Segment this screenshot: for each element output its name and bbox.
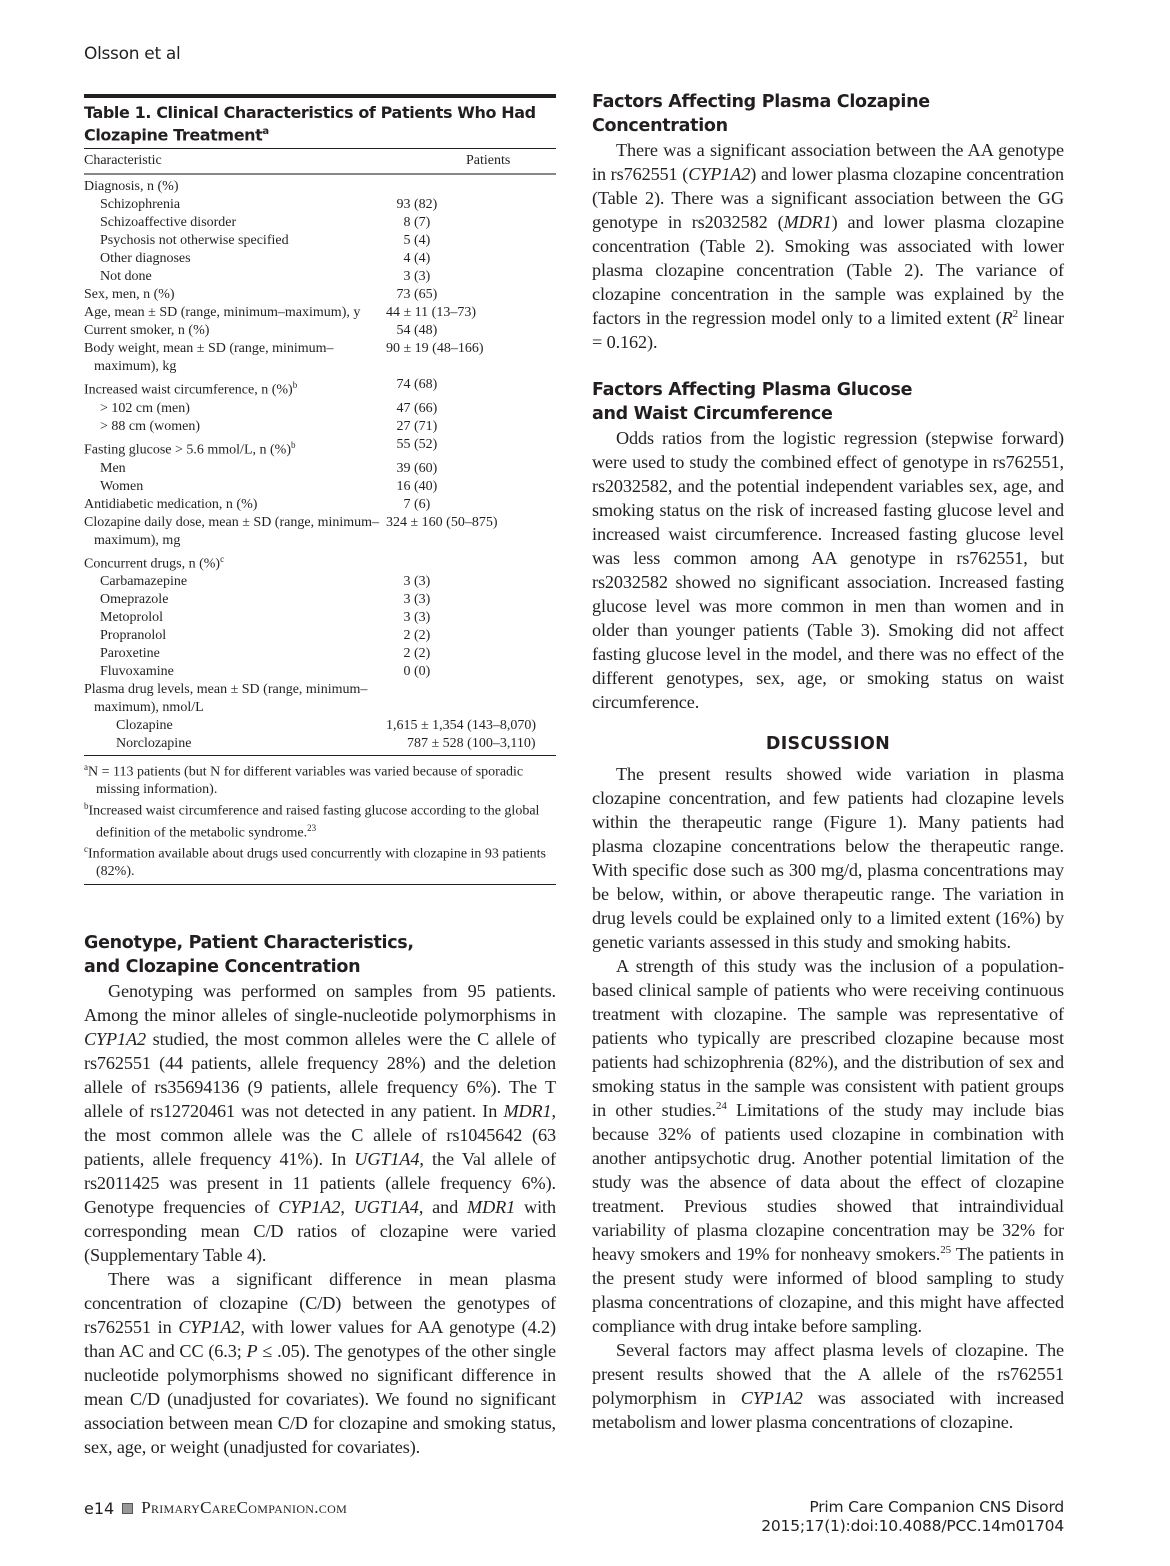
cell-patients: 54 (48) xyxy=(386,323,438,339)
footnote: $^b$Increased waist circumference and raised fasting glucose according to the global definition of the metabolic syndrome.$^{23}$ xyxy=(84,800,540,841)
cell-characteristic: Carbamazepine xyxy=(100,574,188,590)
cell-characteristic: Plasma drug levels, mean ± SD (range, minimum–maximum), nmol/L xyxy=(84,682,368,716)
section-heading-clozapine-factors: Factors Affecting Plasma Clozapine Concentration xyxy=(592,92,930,136)
cell-patients: 2 (2) xyxy=(386,628,431,644)
table-row xyxy=(84,627,556,645)
table-row xyxy=(84,550,556,574)
cell-characteristic: Clozapine daily dose, mean ± SD (range, minimum–maximum), mg xyxy=(84,514,380,548)
footnote-mark: c xyxy=(220,553,225,564)
table-row xyxy=(84,250,556,268)
cell-characteristic: > 102 cm (men) xyxy=(100,400,190,416)
left-column xyxy=(84,94,556,1459)
table-row xyxy=(84,436,556,460)
cell-patients: 47 (66) xyxy=(386,400,438,416)
cell-patients: 27 (71) xyxy=(386,418,438,434)
cell-patients: 73 (65) xyxy=(386,287,438,303)
paragraph: Odds ratios from the logistic regression (stepwise forward) were used to study the combined effect of genotype in rs762551, rs2032582, and the potential independent variables sex, age, and smoking status on the risk of increased fasting glucose level and increased waist circumference. Increased fasting glucose level was less common among AA genotype in rs762551, but rs2032582 showed no significant association. Increased fasting glucose level was more common in men than women and in older than younger patients (Table 3). Smoking did not affect fasting glucose level in the model, and there was no effect of the different genotypes, sex, age, or smoking status on waist circumference. xyxy=(592,428,1064,712)
table-row xyxy=(84,232,556,250)
footnote: $^c$Information available about drugs used concurrently with clozapine in 93 patients (82%). xyxy=(84,844,546,879)
cell-characteristic: Norclozapine xyxy=(116,736,192,752)
table-row xyxy=(84,591,556,609)
cell-patients: 8 (7) xyxy=(386,215,431,231)
cell-patients: 16 (40) xyxy=(386,478,438,494)
section-heading-glucose-factors xyxy=(592,378,1064,426)
cell-characteristic: Fluvoxamine xyxy=(100,664,174,680)
cell-patients: 93 (82) xyxy=(386,197,438,213)
paragraph: The present results showed wide variation in plasma clozapine concentration, and few patients had clozapine levels within the therapeutic range (Figure 1). Many patients had plasma clozapine concentrations below the therapeutic range. With specific dose such as 300 mg/d, plasma concentrations may be below, within, or above therapeutic range. The variation in drug levels could be explained only to a limited extent (16%) by genetic variants assessed in this study and smoking habits. xyxy=(592,764,1064,952)
cell-characteristic: Men xyxy=(100,460,126,476)
table-row xyxy=(84,496,556,514)
citation-doi: 2015;17(1):doi:10.4088/PCC.14m01704 xyxy=(761,1517,1064,1535)
heading-line: Genotype, Patient Characteristics, xyxy=(84,932,414,953)
table-row xyxy=(84,322,556,340)
cell-characteristic: Clozapine xyxy=(116,718,173,734)
cell-patients: 39 (60) xyxy=(386,460,438,476)
table-row xyxy=(84,573,556,591)
table-row xyxy=(84,304,556,322)
table-header xyxy=(84,148,556,175)
table-row xyxy=(84,340,556,376)
cell-patients: 0 (0) xyxy=(386,664,431,680)
footnote-mark: b xyxy=(291,439,296,450)
footer-right xyxy=(761,1498,1064,1536)
table-row xyxy=(84,735,556,753)
cell-characteristic: > 88 cm (women) xyxy=(100,418,201,434)
cell-patients: 5 (4) xyxy=(386,233,431,249)
cell-patients xyxy=(386,178,556,196)
table-row xyxy=(84,460,556,478)
section-heading-genotype xyxy=(84,931,556,979)
cell-patients: 7 (6) xyxy=(386,496,431,512)
footnote: $^a$N = 113 patients (but N for different variables was varied because of sporadic missing information). xyxy=(84,762,524,797)
cell-characteristic: Omeprazole xyxy=(100,592,169,608)
reference-25: 25 xyxy=(940,1243,952,1256)
cell-characteristic: Metoprolol xyxy=(100,610,163,626)
cell-characteristic: Age, mean ± SD (range, minimum–maximum), y xyxy=(84,305,361,321)
cell-characteristic: Antidiabetic medication, n (%) xyxy=(84,496,258,512)
cell-patients: 3 (3) xyxy=(386,592,431,608)
cell-patients: 4 (4) xyxy=(386,251,431,267)
heading-line: and Waist Circumference xyxy=(592,404,833,424)
cell-characteristic: Paroxetine xyxy=(100,646,160,662)
table-row xyxy=(84,268,556,286)
cell-characteristic: Propranolol xyxy=(100,628,167,644)
cell-characteristic: Body weight, mean ± SD (range, minimum–maximum), kg xyxy=(84,341,334,375)
cell-patients: 1,615 ± 1,354 (143–8,070) xyxy=(386,718,537,734)
table-row xyxy=(84,681,556,717)
cell-characteristic: Psychosis not otherwise specified xyxy=(100,233,289,249)
section-body-genotype xyxy=(84,979,556,1459)
text-run: The patients in the present study were informed of blood sampling to study plasma concentrations of clozapine, and this might have affected compliance with drug intake before sampling. xyxy=(592,1244,1064,1336)
table-row xyxy=(84,196,556,214)
column-header-patients: Patients xyxy=(466,153,511,169)
heading-line: and Clozapine Concentration xyxy=(84,956,361,977)
cell-characteristic: Other diagnoses xyxy=(100,251,191,267)
page-number: e14 xyxy=(84,1498,115,1518)
cell-characteristic: Fasting glucose > 5.6 mmol/L, n (%)$^b$ xyxy=(84,439,296,458)
cell-characteristic: Current smoker, n (%) xyxy=(84,323,210,339)
section-body-clozapine-factors xyxy=(592,138,1064,354)
text-run: A strength of this study was the inclusion of a population-based clinical sample of patients who were receiving continuous treatment with clozapine. The sample was representative of patients who typically are prescribed clozapine because most patients had schizophrenia (82%), and the distribution of sex and smoking status in the sample was consistent with patient groups in other studies. xyxy=(592,956,1064,1120)
reference-24: 24 xyxy=(715,1099,727,1112)
cell-patients: 55 (52) xyxy=(386,436,438,452)
paragraph: Genotyping was performed on samples from 95 patients. Among the minor alleles of single-nucleotide polymorphisms in CYP1A2 studied, the most common alleles were the C allele of rs762551 (44 patients, allele frequency 28%) and the deletion allele of rs35694136 (9 patients, allele frequency 6%). The T allele of rs12720461 was not detected in any patient. In MDR1, the most common allele was the C allele of rs1045642 (63 patients, allele frequency 41%). In UGT1A4, the Val allele of rs2011425 was present in 11 patients (allele frequency 6%). Genotype frequencies of CYP1A2, UGT1A4, and MDR1 with corresponding mean C/D ratios of clozapine were varied (Supplementary Table 4). xyxy=(84,980,556,1265)
table-row xyxy=(84,286,556,304)
paragraph: There was a significant association between the AA genotype in rs762551 (CYP1A2) and lower plasma clozapine concentration (Table 2). There was a significant association between the GG genotype in rs2032582 (MDR1) and lower plasma clozapine concentration (Table 2). Smoking was associated with lower plasma clozapine concentration (Table 2). The variance of clozapine concentration in the sample was explained by the factors in the regression model only to a limited extent ($R^2$ linear = 0.162). xyxy=(592,140,1064,352)
table-title-text: Table 1. Clinical Characteristics of Patients Who Had Clozapine Treatment xyxy=(84,103,536,145)
table-row xyxy=(84,514,556,550)
table-title-footnote-mark: a xyxy=(262,126,269,137)
table-row xyxy=(84,214,556,232)
table-row xyxy=(84,418,556,436)
footnote-mark: b xyxy=(292,380,298,391)
heading-line: Factors Affecting Plasma Glucose xyxy=(592,380,913,400)
column-header-characteristic: Characteristic xyxy=(84,153,162,169)
section-body-discussion xyxy=(592,762,1064,1434)
table-row xyxy=(84,478,556,496)
cell-patients: 2 (2) xyxy=(386,646,431,662)
cell-patients: 74 (68) xyxy=(386,377,438,393)
table-footnotes xyxy=(84,756,556,885)
cell-patients: 324 ± 160 (50–875) xyxy=(386,514,498,530)
paragraph xyxy=(592,954,1064,1338)
cell-characteristic: Women xyxy=(100,478,144,494)
table-row xyxy=(84,178,556,196)
footer-left xyxy=(84,1498,347,1518)
cell-patients xyxy=(386,550,556,574)
table-top-rule xyxy=(84,94,556,98)
table-row xyxy=(84,663,556,681)
square-bullet-icon xyxy=(122,1503,133,1514)
table-row xyxy=(84,376,556,400)
table-row xyxy=(84,609,556,627)
cell-patients: 44 ± 11 (13–73) xyxy=(386,305,476,321)
cell-characteristic: Schizophrenia xyxy=(100,197,181,213)
table-title xyxy=(84,103,556,144)
right-column xyxy=(592,90,1064,1434)
cell-patients: 3 (3) xyxy=(386,574,431,590)
cell-patients: 3 (3) xyxy=(386,269,431,285)
table-body xyxy=(84,175,556,756)
cell-characteristic: Diagnosis, n (%) xyxy=(84,179,179,195)
paragraph: There was a significant difference in mean plasma concentration of clozapine (C/D) between the genotypes of rs762551 in CYP1A2, with lower values for AA genotype (4.2) than AC and CC (6.3; P ≤ .05). The genotypes of the other single nucleotide polymorphisms showed no significant difference in mean C/D (unadjusted for covariates). We found no significant association between mean C/D for clozapine and smoking status, sex, age, or weight (unadjusted for covariates). xyxy=(84,1268,556,1457)
section-heading-discussion: DISCUSSION xyxy=(765,734,891,754)
cell-characteristic: Concurrent drugs, n (%)$^c$ xyxy=(84,553,225,572)
running-head: Olsson et al xyxy=(84,44,181,64)
table-row xyxy=(84,645,556,663)
cell-characteristic: Schizoaffective disorder xyxy=(100,215,237,231)
cell-characteristic: Sex, men, n (%) xyxy=(84,287,175,303)
journal-name: Prim Care Companion CNS Disord xyxy=(809,1498,1064,1516)
cell-patients xyxy=(386,681,556,717)
text-run: Limitations of the study may include bias because 32% of patients used clozapine in combination with another antipsychotic drug. Another potential limitation of the study was the absence of data about the effect of clozapine treatment. Previous studies showed that intraindividual variability of plasma clozapine concentration may be 32% for heavy smokers and 19% for nonheavy smokers. xyxy=(592,1100,1064,1264)
cell-characteristic: Not done xyxy=(100,269,152,285)
journal-website-link[interactable]: PrimaryCareCompanion.com xyxy=(141,1498,348,1517)
section-body-glucose-factors xyxy=(592,426,1064,714)
cell-characteristic: Increased waist circumference, n (%)$^b$ xyxy=(84,380,298,398)
table-row xyxy=(84,400,556,418)
table-row xyxy=(84,717,556,735)
cell-patients: 90 ± 19 (48–166) xyxy=(386,341,484,357)
cell-patients: 787 ± 528 (100–3,110) xyxy=(386,736,536,752)
cell-patients: 3 (3) xyxy=(386,610,431,626)
paragraph: Several factors may affect plasma levels of clozapine. The present results showed that the A allele of the rs762551 polymorphism in CYP1A2 was associated with increased metabolism and lower plasma concentrations of clozapine. xyxy=(592,1340,1064,1432)
